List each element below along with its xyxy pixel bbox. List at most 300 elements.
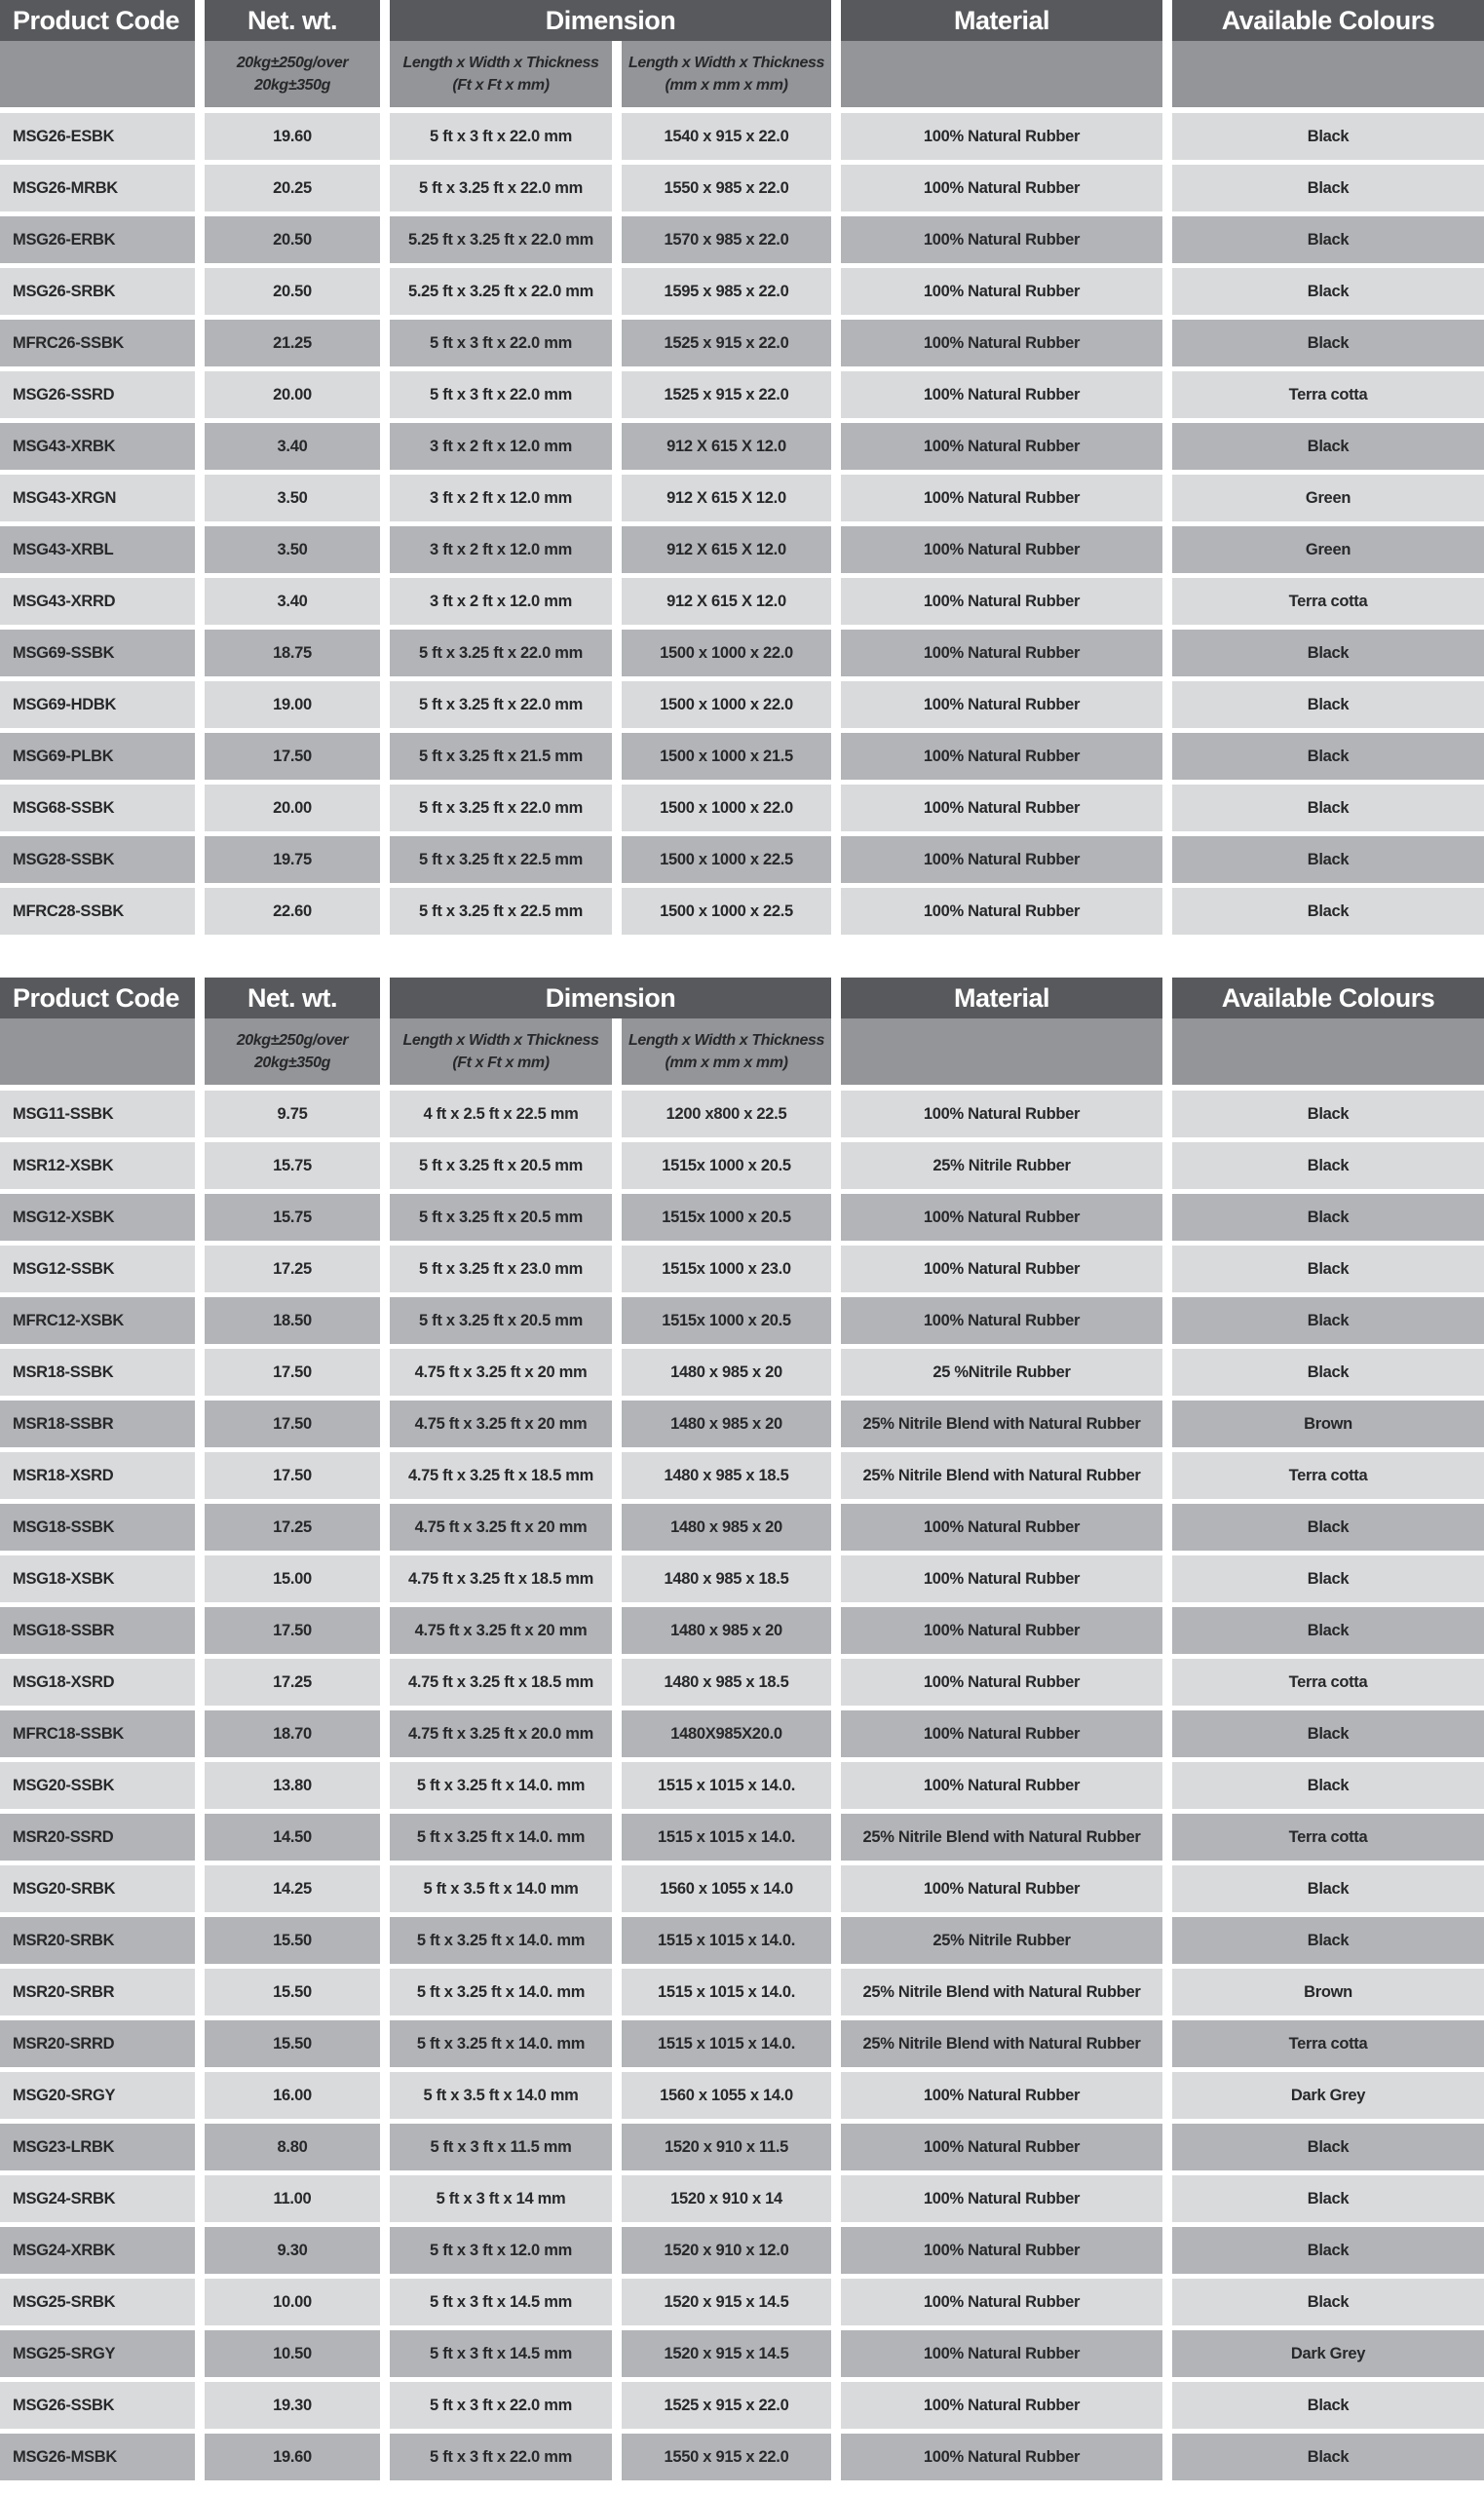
dimension-mm-cell: 1500 x 1000 x 22.5 xyxy=(622,836,831,883)
net-wt-header-cell xyxy=(205,0,380,41)
product-code-cell: MSG12-XSBK xyxy=(0,1194,195,1241)
dimension-ft-cell: 4.75 ft x 3.25 ft x 18.5 mm xyxy=(390,1452,612,1499)
colour-cell: Terra cotta xyxy=(1172,578,1484,625)
colour-cell: Black xyxy=(1172,2382,1484,2429)
dimension-mm-cell: 1525 x 915 x 22.0 xyxy=(622,371,831,418)
material-cell: 100% Natural Rubber xyxy=(841,630,1162,676)
dimension-mm-cell: 1515 x 1015 x 14.0. xyxy=(622,1762,831,1809)
colour-cell: Black xyxy=(1172,1865,1484,1912)
colour-cell: Black xyxy=(1172,165,1484,211)
table-row xyxy=(0,1349,1484,1396)
material-header-cell xyxy=(841,978,1162,1018)
dimension-mm-cell: 1595 x 985 x 22.0 xyxy=(622,268,831,315)
table-row xyxy=(0,475,1484,521)
dimension-mm-cell: 1500 x 1000 x 22.0 xyxy=(622,785,831,831)
table-row xyxy=(0,2382,1484,2429)
dimension-mm-cell: 1560 x 1055 x 14.0 xyxy=(622,2072,831,2119)
net-wt-cell: 19.00 xyxy=(205,681,380,728)
product-code-cell: MSG26-ESBK xyxy=(0,113,195,160)
dimension-mm-cell: 1550 x 915 x 22.0 xyxy=(622,2434,831,2480)
dimension-mm-cell: 1550 x 985 x 22.0 xyxy=(622,165,831,211)
dimension-mm-subtitle: Length x Width x Thickness xyxy=(628,1031,825,1049)
net-wt-cell: 11.00 xyxy=(205,2175,380,2222)
table-row xyxy=(0,1659,1484,1706)
material-cell: 100% Natural Rubber xyxy=(841,2279,1162,2325)
net-wt-cell: 20.50 xyxy=(205,268,380,315)
net-wt-header-cell xyxy=(205,978,380,1018)
material-cell: 25% Nitrile Rubber xyxy=(841,1917,1162,1964)
net-wt-cell: 20.25 xyxy=(205,165,380,211)
product-code-cell: MSR18-SSBK xyxy=(0,1349,195,1396)
spec-table-2 xyxy=(0,978,1484,2480)
product-code-cell: MFRC26-SSBK xyxy=(0,320,195,366)
dimension-ft-cell: 5 ft x 3.25 ft x 14.0. mm xyxy=(390,2020,612,2067)
net-wt-cell: 17.50 xyxy=(205,1452,380,1499)
table-body xyxy=(0,1091,1484,2480)
dimension-ft-cell: 5 ft x 3.25 ft x 14.0. mm xyxy=(390,1969,612,2015)
product-code-cell: MSG20-SRGY xyxy=(0,2072,195,2119)
table-row xyxy=(0,1504,1484,1551)
table-row xyxy=(0,2227,1484,2274)
colour-cell: Black xyxy=(1172,1297,1484,1344)
product-code-cell: MSG24-XRBK xyxy=(0,2227,195,2274)
product-code-cell: MSG18-XSRD xyxy=(0,1659,195,1706)
colour-cell: Brown xyxy=(1172,1401,1484,1447)
material-cell: 100% Natural Rubber xyxy=(841,1865,1162,1912)
colour-cell: Dark Grey xyxy=(1172,2330,1484,2377)
net-wt-cell: 18.50 xyxy=(205,1297,380,1344)
net-wt-cell: 20.50 xyxy=(205,216,380,263)
dimension-mm-cell: 1525 x 915 x 22.0 xyxy=(622,320,831,366)
material-cell: 100% Natural Rubber xyxy=(841,1194,1162,1241)
colour-cell: Black xyxy=(1172,2175,1484,2222)
colour-cell: Black xyxy=(1172,423,1484,470)
available-colours-header-label: Available Colours xyxy=(1221,982,1435,1013)
dimension-ft-cell: 5 ft x 3 ft x 14.5 mm xyxy=(390,2279,612,2325)
dimension-mm-cell: 1525 x 915 x 22.0 xyxy=(622,2382,831,2429)
dimension-ft-cell: 5 ft x 3.25 ft x 20.5 mm xyxy=(390,1194,612,1241)
product-code-cell: MSG20-SSBK xyxy=(0,1762,195,1809)
colour-cell: Black xyxy=(1172,1607,1484,1654)
material-cell: 25% Nitrile Blend with Natural Rubber xyxy=(841,1452,1162,1499)
net-wt-cell: 13.80 xyxy=(205,1762,380,1809)
net-wt-cell: 3.40 xyxy=(205,423,380,470)
dimension-ft-cell: 4.75 ft x 3.25 ft x 20.0 mm xyxy=(390,1710,612,1757)
dimension-ft-unit: (Ft x Ft x mm) xyxy=(452,1055,550,1071)
table-row xyxy=(0,216,1484,263)
dimension-mm-cell: 912 X 615 X 12.0 xyxy=(622,526,831,573)
material-header-label: Material xyxy=(953,5,1050,35)
available-colours-header-cell xyxy=(1172,0,1484,41)
table-row xyxy=(0,165,1484,211)
dimension-mm-cell: 1520 x 910 x 14 xyxy=(622,2175,831,2222)
available-colours-subheader-cell xyxy=(1172,41,1484,107)
table-row xyxy=(0,423,1484,470)
dimension-mm-cell: 1500 x 1000 x 22.0 xyxy=(622,630,831,676)
dimension-ft-cell: 3 ft x 2 ft x 12.0 mm xyxy=(390,423,612,470)
dimension-ft-subtitle: Length x Width x Thickness xyxy=(402,1031,599,1049)
dimension-header-label: Dimension xyxy=(545,982,676,1013)
product-code-cell: MSG28-SSBK xyxy=(0,836,195,883)
dimension-mm-cell: 1540 x 915 x 22.0 xyxy=(622,113,831,160)
product-code-cell: MSR20-SRBK xyxy=(0,1917,195,1964)
dimension-ft-cell: 5 ft x 3.5 ft x 14.0 mm xyxy=(390,2072,612,2119)
dimension-ft-cell: 5 ft x 3 ft x 22.0 mm xyxy=(390,2434,612,2480)
net-wt-cell: 3.40 xyxy=(205,578,380,625)
product-code-cell: MSR12-XSBK xyxy=(0,1142,195,1189)
product-code-cell: MSG18-XSBK xyxy=(0,1555,195,1602)
net-wt-cell: 19.60 xyxy=(205,2434,380,2480)
table-row xyxy=(0,1246,1484,1292)
table-row xyxy=(0,1917,1484,1964)
colour-cell: Black xyxy=(1172,320,1484,366)
material-subheader-cell xyxy=(841,1018,1162,1085)
table-row xyxy=(0,578,1484,625)
dimension-ft-cell: 4.75 ft x 3.25 ft x 20 mm xyxy=(390,1607,612,1654)
dimension-ft-cell: 5.25 ft x 3.25 ft x 22.0 mm xyxy=(390,268,612,315)
colour-cell: Black xyxy=(1172,888,1484,935)
material-cell: 100% Natural Rubber xyxy=(841,888,1162,935)
table-row xyxy=(0,2279,1484,2325)
table-row xyxy=(0,113,1484,160)
colour-cell: Black xyxy=(1172,113,1484,160)
colour-cell: Dark Grey xyxy=(1172,2072,1484,2119)
dimension-ft-cell: 5 ft x 3.5 ft x 14.0 mm xyxy=(390,1865,612,1912)
dimension-ft-cell: 5 ft x 3.25 ft x 23.0 mm xyxy=(390,1246,612,1292)
product-code-cell: MFRC18-SSBK xyxy=(0,1710,195,1757)
dimension-ft-cell: 3 ft x 2 ft x 12.0 mm xyxy=(390,475,612,521)
net-wt-cell: 17.25 xyxy=(205,1246,380,1292)
material-cell: 100% Natural Rubber xyxy=(841,2227,1162,2274)
material-cell: 100% Natural Rubber xyxy=(841,1710,1162,1757)
material-cell: 100% Natural Rubber xyxy=(841,320,1162,366)
material-cell: 100% Natural Rubber xyxy=(841,733,1162,780)
colour-cell: Black xyxy=(1172,2279,1484,2325)
table-row xyxy=(0,526,1484,573)
product-code-header-cell xyxy=(0,978,195,1018)
colour-cell: Black xyxy=(1172,785,1484,831)
table-subheader-row xyxy=(0,41,1484,107)
product-code-cell: MSG11-SSBK xyxy=(0,1091,195,1137)
table-row xyxy=(0,1401,1484,1447)
dimension-mm-cell: 1515 x 1015 x 14.0. xyxy=(622,1814,831,1861)
dimension-ft-subheader-cell xyxy=(390,1018,612,1085)
colour-cell: Black xyxy=(1172,1349,1484,1396)
colour-cell: Green xyxy=(1172,475,1484,521)
product-code-cell: MSG26-SRBK xyxy=(0,268,195,315)
dimension-ft-cell: 5 ft x 3 ft x 12.0 mm xyxy=(390,2227,612,2274)
table-row xyxy=(0,785,1484,831)
dimension-ft-cell: 5 ft x 3.25 ft x 22.0 mm xyxy=(390,630,612,676)
net-wt-tolerance-line2: 20kg±350g xyxy=(253,1055,331,1071)
material-cell: 100% Natural Rubber xyxy=(841,526,1162,573)
table-row xyxy=(0,1555,1484,1602)
product-code-cell: MSG24-SRBK xyxy=(0,2175,195,2222)
dimension-mm-cell: 1500 x 1000 x 22.5 xyxy=(622,888,831,935)
material-cell: 100% Natural Rubber xyxy=(841,2072,1162,2119)
product-code-cell: MSR20-SSRD xyxy=(0,1814,195,1861)
product-code-header-label: Product Code xyxy=(13,982,180,1013)
net-wt-subheader-cell xyxy=(205,41,380,107)
material-cell: 100% Natural Rubber xyxy=(841,371,1162,418)
dimension-mm-cell: 1200 x800 x 22.5 xyxy=(622,1091,831,1137)
table-row xyxy=(0,371,1484,418)
net-wt-cell: 17.50 xyxy=(205,1349,380,1396)
net-wt-cell: 3.50 xyxy=(205,526,380,573)
dimension-mm-cell: 912 X 615 X 12.0 xyxy=(622,475,831,521)
colour-cell: Black xyxy=(1172,2227,1484,2274)
net-wt-cell: 9.30 xyxy=(205,2227,380,2274)
material-header-cell xyxy=(841,0,1162,41)
net-wt-cell: 9.75 xyxy=(205,1091,380,1137)
colour-cell: Black xyxy=(1172,1710,1484,1757)
dimension-mm-subheader-cell xyxy=(622,1018,831,1085)
colour-cell: Green xyxy=(1172,526,1484,573)
net-wt-cell: 17.50 xyxy=(205,733,380,780)
dimension-mm-cell: 1560 x 1055 x 14.0 xyxy=(622,1865,831,1912)
dimension-ft-cell: 5 ft x 3.25 ft x 22.5 mm xyxy=(390,836,612,883)
net-wt-cell: 15.50 xyxy=(205,2020,380,2067)
product-code-cell: MSG43-XRBL xyxy=(0,526,195,573)
dimension-mm-cell: 912 X 615 X 12.0 xyxy=(622,423,831,470)
dimension-ft-cell: 5 ft x 3.25 ft x 14.0. mm xyxy=(390,1917,612,1964)
colour-cell: Black xyxy=(1172,1246,1484,1292)
product-code-cell: MSG26-MRBK xyxy=(0,165,195,211)
table-row xyxy=(0,1142,1484,1189)
dimension-ft-cell: 5 ft x 3.25 ft x 22.5 mm xyxy=(390,888,612,935)
net-wt-cell: 16.00 xyxy=(205,2072,380,2119)
material-cell: 25% Nitrile Blend with Natural Rubber xyxy=(841,1969,1162,2015)
dimension-ft-cell: 4.75 ft x 3.25 ft x 20 mm xyxy=(390,1401,612,1447)
product-code-cell: MSG18-SSBR xyxy=(0,1607,195,1654)
table-row xyxy=(0,1762,1484,1809)
product-code-cell: MSG26-SSRD xyxy=(0,371,195,418)
material-cell: 100% Natural Rubber xyxy=(841,681,1162,728)
dimension-mm-cell: 1520 x 910 x 12.0 xyxy=(622,2227,831,2274)
material-cell: 100% Natural Rubber xyxy=(841,1762,1162,1809)
dimension-ft-cell: 5 ft x 3 ft x 14 mm xyxy=(390,2175,612,2222)
colour-cell: Brown xyxy=(1172,1969,1484,2015)
table-row xyxy=(0,2175,1484,2222)
dimension-ft-cell: 5 ft x 3.25 ft x 22.0 mm xyxy=(390,165,612,211)
dimension-ft-cell: 3 ft x 2 ft x 12.0 mm xyxy=(390,526,612,573)
product-code-header-label: Product Code xyxy=(13,5,180,35)
available-colours-subheader-cell xyxy=(1172,1018,1484,1085)
table-row xyxy=(0,1452,1484,1499)
material-header-label: Material xyxy=(953,982,1050,1013)
net-wt-cell: 15.75 xyxy=(205,1194,380,1241)
product-code-header-cell xyxy=(0,0,195,41)
colour-cell: Terra cotta xyxy=(1172,1659,1484,1706)
net-wt-cell: 14.50 xyxy=(205,1814,380,1861)
colour-cell: Terra cotta xyxy=(1172,371,1484,418)
material-cell: 100% Natural Rubber xyxy=(841,475,1162,521)
product-code-cell: MSG43-XRGN xyxy=(0,475,195,521)
dimension-ft-cell: 5 ft x 3 ft x 11.5 mm xyxy=(390,2124,612,2170)
net-wt-header-label: Net. wt. xyxy=(247,982,337,1013)
net-wt-cell: 19.75 xyxy=(205,836,380,883)
dimension-mm-unit: (mm x mm x mm) xyxy=(665,77,788,94)
net-wt-cell: 20.00 xyxy=(205,371,380,418)
table-row xyxy=(0,836,1484,883)
product-code-cell: MSG23-LRBK xyxy=(0,2124,195,2170)
dimension-mm-subtitle: Length x Width x Thickness xyxy=(628,54,825,71)
product-code-cell: MSG20-SRBK xyxy=(0,1865,195,1912)
table-row xyxy=(0,1814,1484,1861)
material-cell: 25 %Nitrile Rubber xyxy=(841,1349,1162,1396)
colour-cell: Black xyxy=(1172,836,1484,883)
net-wt-cell: 10.00 xyxy=(205,2279,380,2325)
product-code-subheader-cell xyxy=(0,41,195,107)
colour-cell: Black xyxy=(1172,1762,1484,1809)
product-code-cell: MSR20-SRRD xyxy=(0,2020,195,2067)
net-wt-tolerance-line2: 20kg±350g xyxy=(253,77,331,94)
available-colours-header-label: Available Colours xyxy=(1221,5,1435,35)
table-row xyxy=(0,681,1484,728)
colour-cell: Black xyxy=(1172,1504,1484,1551)
dimension-mm-unit: (mm x mm x mm) xyxy=(665,1055,788,1071)
material-subheader-cell xyxy=(841,41,1162,107)
product-code-cell: MSG26-SSBK xyxy=(0,2382,195,2429)
dimension-mm-cell: 1515 x 1015 x 14.0. xyxy=(622,1917,831,1964)
dimension-mm-cell: 1480 x 985 x 20 xyxy=(622,1401,831,1447)
material-cell: 100% Natural Rubber xyxy=(841,1607,1162,1654)
colour-cell: Black xyxy=(1172,1142,1484,1189)
dimension-mm-cell: 1520 x 915 x 14.5 xyxy=(622,2279,831,2325)
dimension-mm-cell: 1515 x 1015 x 14.0. xyxy=(622,1969,831,2015)
product-code-cell: MSG25-SRBK xyxy=(0,2279,195,2325)
material-cell: 100% Natural Rubber xyxy=(841,2382,1162,2429)
dimension-ft-cell: 5 ft x 3.25 ft x 21.5 mm xyxy=(390,733,612,780)
product-code-cell: MSG43-XRBK xyxy=(0,423,195,470)
net-wt-cell: 15.75 xyxy=(205,1142,380,1189)
dimension-ft-subheader-cell xyxy=(390,41,612,107)
material-cell: 100% Natural Rubber xyxy=(841,165,1162,211)
dimension-mm-cell: 1570 x 985 x 22.0 xyxy=(622,216,831,263)
table-subheader-row xyxy=(0,1018,1484,1085)
net-wt-cell: 20.00 xyxy=(205,785,380,831)
product-code-cell: MSG26-MSBK xyxy=(0,2434,195,2480)
colour-cell: Black xyxy=(1172,681,1484,728)
net-wt-cell: 15.00 xyxy=(205,1555,380,1602)
product-code-cell: MSG69-PLBK xyxy=(0,733,195,780)
dimension-mm-cell: 1515x 1000 x 20.5 xyxy=(622,1194,831,1241)
net-wt-cell: 19.60 xyxy=(205,113,380,160)
material-cell: 100% Natural Rubber xyxy=(841,1297,1162,1344)
table-row xyxy=(0,1710,1484,1757)
net-wt-cell: 17.25 xyxy=(205,1504,380,1551)
table-row xyxy=(0,630,1484,676)
product-code-cell: MSG68-SSBK xyxy=(0,785,195,831)
dimension-mm-cell: 1515x 1000 x 20.5 xyxy=(622,1142,831,1189)
net-wt-tolerance-line1: 20kg±250g/over xyxy=(236,1031,349,1049)
dimension-header-cell xyxy=(390,978,831,1018)
dimension-ft-cell: 4.75 ft x 3.25 ft x 18.5 mm xyxy=(390,1659,612,1706)
product-code-cell: MFRC12-XSBK xyxy=(0,1297,195,1344)
colour-cell: Black xyxy=(1172,1917,1484,1964)
dimension-mm-cell: 1480 x 985 x 20 xyxy=(622,1607,831,1654)
net-wt-cell: 14.25 xyxy=(205,1865,380,1912)
net-wt-cell: 22.60 xyxy=(205,888,380,935)
dimension-ft-cell: 4.75 ft x 3.25 ft x 20 mm xyxy=(390,1349,612,1396)
product-code-cell: MSG69-HDBK xyxy=(0,681,195,728)
material-cell: 100% Natural Rubber xyxy=(841,268,1162,315)
product-code-subheader-cell xyxy=(0,1018,195,1085)
material-cell: 100% Natural Rubber xyxy=(841,1659,1162,1706)
dimension-mm-cell: 1480 x 985 x 18.5 xyxy=(622,1452,831,1499)
dimension-mm-cell: 1480 x 985 x 20 xyxy=(622,1349,831,1396)
colour-cell: Black xyxy=(1172,216,1484,263)
product-code-cell: MSG18-SSBK xyxy=(0,1504,195,1551)
dimension-mm-cell: 1515x 1000 x 20.5 xyxy=(622,1297,831,1344)
dimension-header-label: Dimension xyxy=(545,5,676,35)
dimension-ft-cell: 5 ft x 3.25 ft x 22.0 mm xyxy=(390,785,612,831)
dimension-mm-cell: 1480 x 985 x 20 xyxy=(622,1504,831,1551)
dimension-mm-cell: 912 X 615 X 12.0 xyxy=(622,578,831,625)
table-header-row xyxy=(0,978,1484,1018)
dimension-ft-cell: 5 ft x 3.25 ft x 14.0. mm xyxy=(390,1814,612,1861)
table-row xyxy=(0,1194,1484,1241)
material-cell: 25% Nitrile Blend with Natural Rubber xyxy=(841,1814,1162,1861)
dimension-mm-cell: 1520 x 910 x 11.5 xyxy=(622,2124,831,2170)
dimension-ft-cell: 3 ft x 2 ft x 12.0 mm xyxy=(390,578,612,625)
net-wt-cell: 18.75 xyxy=(205,630,380,676)
table-row xyxy=(0,733,1484,780)
colour-cell: Black xyxy=(1172,733,1484,780)
table-row xyxy=(0,2020,1484,2067)
dimension-mm-cell: 1515x 1000 x 23.0 xyxy=(622,1246,831,1292)
dimension-ft-cell: 5 ft x 3 ft x 22.0 mm xyxy=(390,113,612,160)
dimension-ft-cell: 4.75 ft x 3.25 ft x 20 mm xyxy=(390,1504,612,1551)
material-cell: 25% Nitrile Blend with Natural Rubber xyxy=(841,1401,1162,1447)
net-wt-header-label: Net. wt. xyxy=(247,5,337,35)
net-wt-cell: 15.50 xyxy=(205,1969,380,2015)
material-cell: 100% Natural Rubber xyxy=(841,2124,1162,2170)
colour-cell: Black xyxy=(1172,1091,1484,1137)
table-header-row xyxy=(0,0,1484,41)
table-row xyxy=(0,2072,1484,2119)
dimension-mm-cell: 1480 x 985 x 18.5 xyxy=(622,1555,831,1602)
table-row xyxy=(0,888,1484,935)
product-code-cell: MSG26-ERBK xyxy=(0,216,195,263)
dimension-mm-cell: 1480 x 985 x 18.5 xyxy=(622,1659,831,1706)
available-colours-header-cell xyxy=(1172,978,1484,1018)
product-code-cell: MSR18-XSRD xyxy=(0,1452,195,1499)
colour-cell: Terra cotta xyxy=(1172,1452,1484,1499)
dimension-ft-cell: 5 ft x 3 ft x 14.5 mm xyxy=(390,2330,612,2377)
material-cell: 100% Natural Rubber xyxy=(841,1555,1162,1602)
net-wt-cell: 15.50 xyxy=(205,1917,380,1964)
dimension-ft-cell: 4.75 ft x 3.25 ft x 18.5 mm xyxy=(390,1555,612,1602)
colour-cell: Black xyxy=(1172,2124,1484,2170)
dimension-ft-cell: 4 ft x 2.5 ft x 22.5 mm xyxy=(390,1091,612,1137)
product-code-cell: MSG43-XRRD xyxy=(0,578,195,625)
net-wt-tolerance-line1: 20kg±250g/over xyxy=(236,54,349,71)
net-wt-cell: 17.50 xyxy=(205,1607,380,1654)
product-code-cell: MSR20-SRBR xyxy=(0,1969,195,2015)
net-wt-cell: 10.50 xyxy=(205,2330,380,2377)
net-wt-subheader-cell xyxy=(205,1018,380,1085)
material-cell: 100% Natural Rubber xyxy=(841,216,1162,263)
net-wt-cell: 19.30 xyxy=(205,2382,380,2429)
material-cell: 25% Nitrile Rubber xyxy=(841,1142,1162,1189)
dimension-header-cell xyxy=(390,0,831,41)
material-cell: 100% Natural Rubber xyxy=(841,113,1162,160)
material-cell: 100% Natural Rubber xyxy=(841,2434,1162,2480)
product-code-cell: MSG69-SSBK xyxy=(0,630,195,676)
table-row xyxy=(0,2434,1484,2480)
table-row xyxy=(0,2124,1484,2170)
